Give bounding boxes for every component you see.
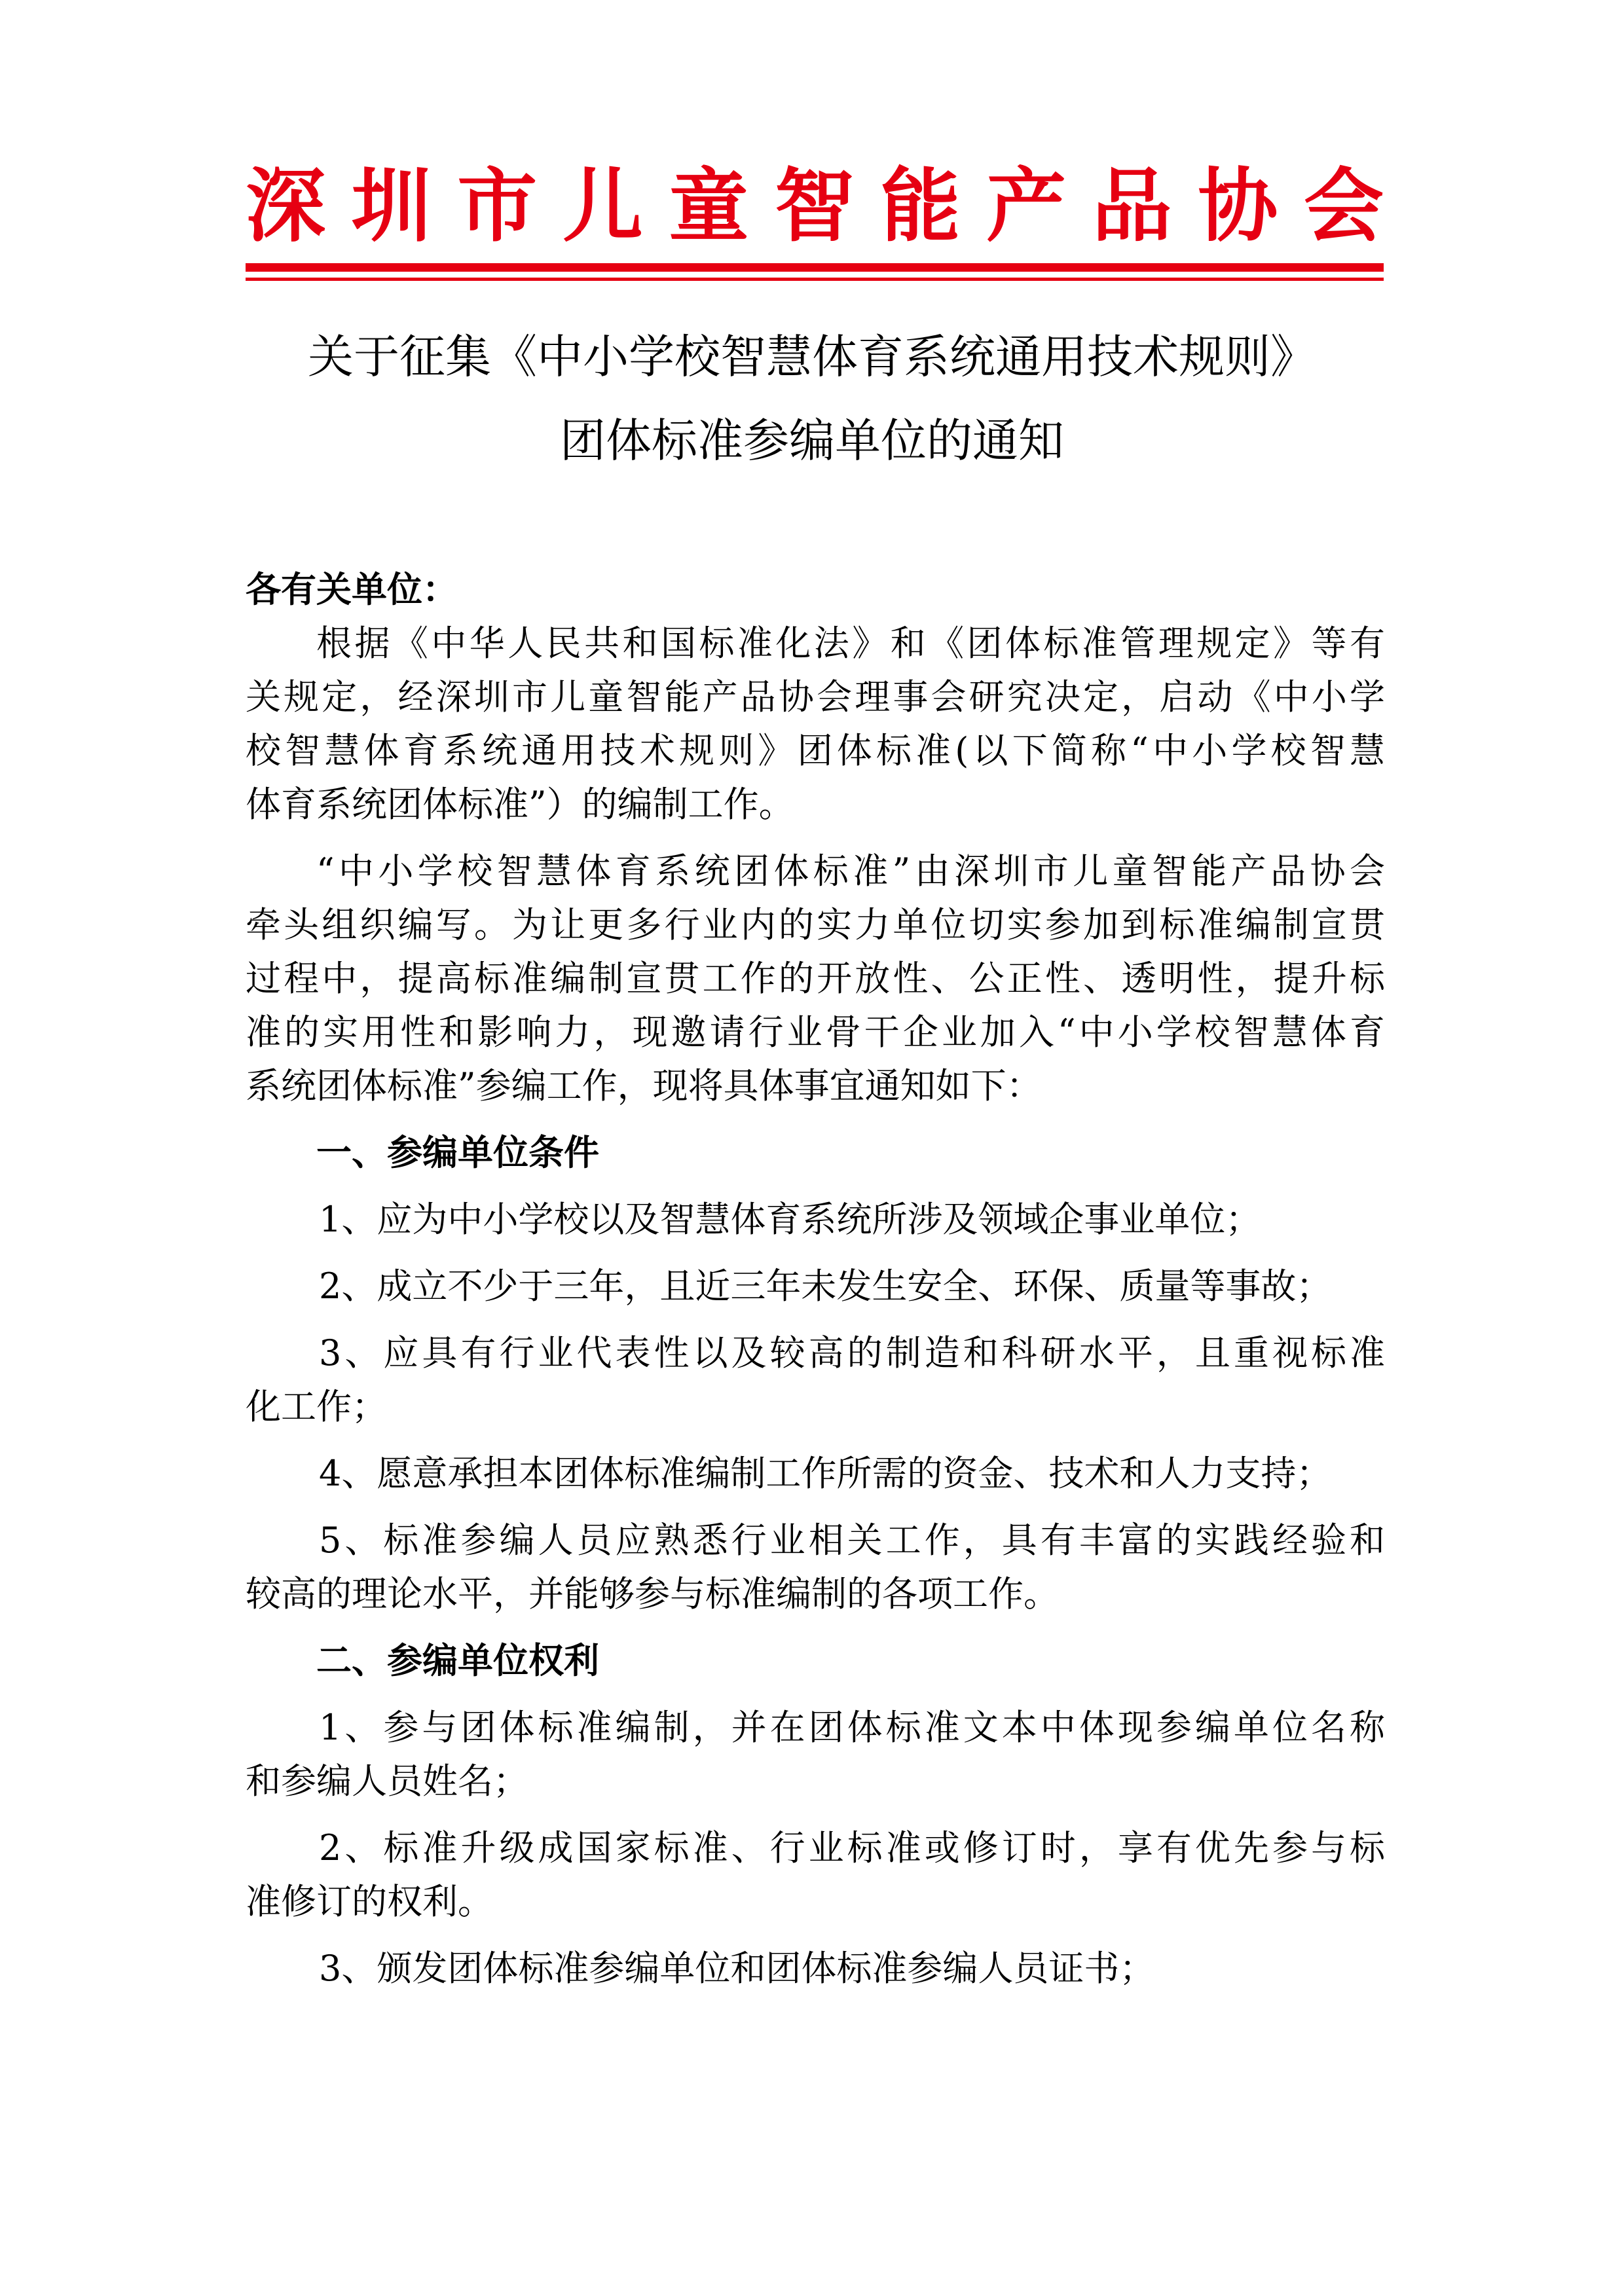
condition-item-2: 2、成立不少于三年，且近三年未发生安全、环保、质量等事故；: [319, 1266, 1332, 1307]
paragraph-line: 系统团体标准”参编工作，现将具体事宜通知如下：: [246, 1065, 1042, 1106]
item-line: 3、应具有行业代表性以及较高的制造和科研水平，且重视标准: [319, 1332, 1385, 1374]
item-line: 化工作；: [246, 1386, 387, 1427]
paragraph-line: 根据《中华人民共和国标准化法》和《团体标准管理规定》等有: [316, 623, 1385, 664]
item-line: 5、标准参编人员应熟悉行业相关工作，具有丰富的实践经验和: [319, 1520, 1385, 1561]
letterhead-rule-thin: [246, 278, 1384, 281]
right-item-2: [246, 1821, 1385, 1929]
letterhead-char: 童: [669, 160, 749, 253]
letterhead-char: 深: [246, 160, 325, 253]
section-heading-2: 二、参编单位权利: [316, 1640, 599, 1681]
letterhead-char: 能: [880, 160, 961, 253]
paragraph-line: 体育系统团体标准”）的编制工作。: [246, 784, 794, 825]
paragraph-1: [246, 617, 1385, 831]
document-body: [246, 563, 1385, 1995]
letterhead-char: 儿: [563, 160, 643, 253]
item-line: 准修订的权利。: [246, 1881, 493, 1922]
document-title-line-2: 团体标准参编单位的通知: [560, 414, 1064, 467]
letterhead-rule-thick: [246, 263, 1384, 272]
item-line: 2、标准升级成国家标准、行业标准或修订时，享有优先参与标: [319, 1827, 1385, 1868]
condition-item-1: 1、应为中小学校以及智慧体育系统所涉及领域企事业单位；: [319, 1199, 1261, 1240]
paragraph-line: 校智慧体育系统通用技术规则》团体标准(以下简称“中小学校智慧: [246, 730, 1385, 771]
letterhead-char: 市: [457, 160, 538, 253]
item-line: 1、参与团体标准编制，并在团体标准文本中体现参编单位名称: [319, 1707, 1385, 1748]
paragraph-line: “中小学校智慧体育系统团体标准”由深圳市儿童智能产品协会: [316, 850, 1385, 892]
section-heading-1: 一、参编单位条件: [316, 1132, 599, 1173]
paragraph-line: 准的实用性和影响力，现邀请行业骨干企业加入“中小学校智慧体育: [246, 1011, 1385, 1053]
salutation: 各有关单位：: [246, 569, 458, 610]
document-title-line-1: 关于征集《中小学校智慧体育系统通用技术规则》: [308, 330, 1316, 384]
item-line: 和参编人员姓名；: [246, 1760, 528, 1802]
condition-item-3: [246, 1326, 1385, 1434]
right-item-1: [246, 1701, 1385, 1808]
letterhead-char: 圳: [351, 160, 432, 253]
letterhead-char: 产: [986, 160, 1067, 253]
letterhead-char: 品: [1092, 160, 1172, 253]
paragraph-line: 牵头组织编写。为让更多行业内的实力单位切实参加到标准编制宣贯: [246, 904, 1385, 945]
letterhead-char: 智: [774, 160, 855, 253]
item-line: 较高的理论水平，并能够参与标准编制的各项工作。: [246, 1573, 1059, 1614]
letterhead-title: [246, 157, 1384, 255]
letterhead-char: 协: [1198, 160, 1278, 253]
condition-item-5: [246, 1514, 1385, 1621]
paragraph-line: 过程中，提高标准编制宣贯工作的开放性、公正性、透明性，提升标: [246, 958, 1385, 999]
right-item-3: 3、颁发团体标准参编单位和团体标准参编人员证书；: [319, 1948, 1155, 1989]
paragraph-2: [246, 845, 1385, 1113]
condition-item-4: 4、愿意承担本团体标准编制工作所需的资金、技术和人力支持；: [319, 1453, 1332, 1494]
paragraph-line: 关规定，经深圳市儿童智能产品协会理事会研究决定，启动《中小学: [246, 676, 1385, 718]
letterhead-char: 会: [1303, 160, 1384, 253]
